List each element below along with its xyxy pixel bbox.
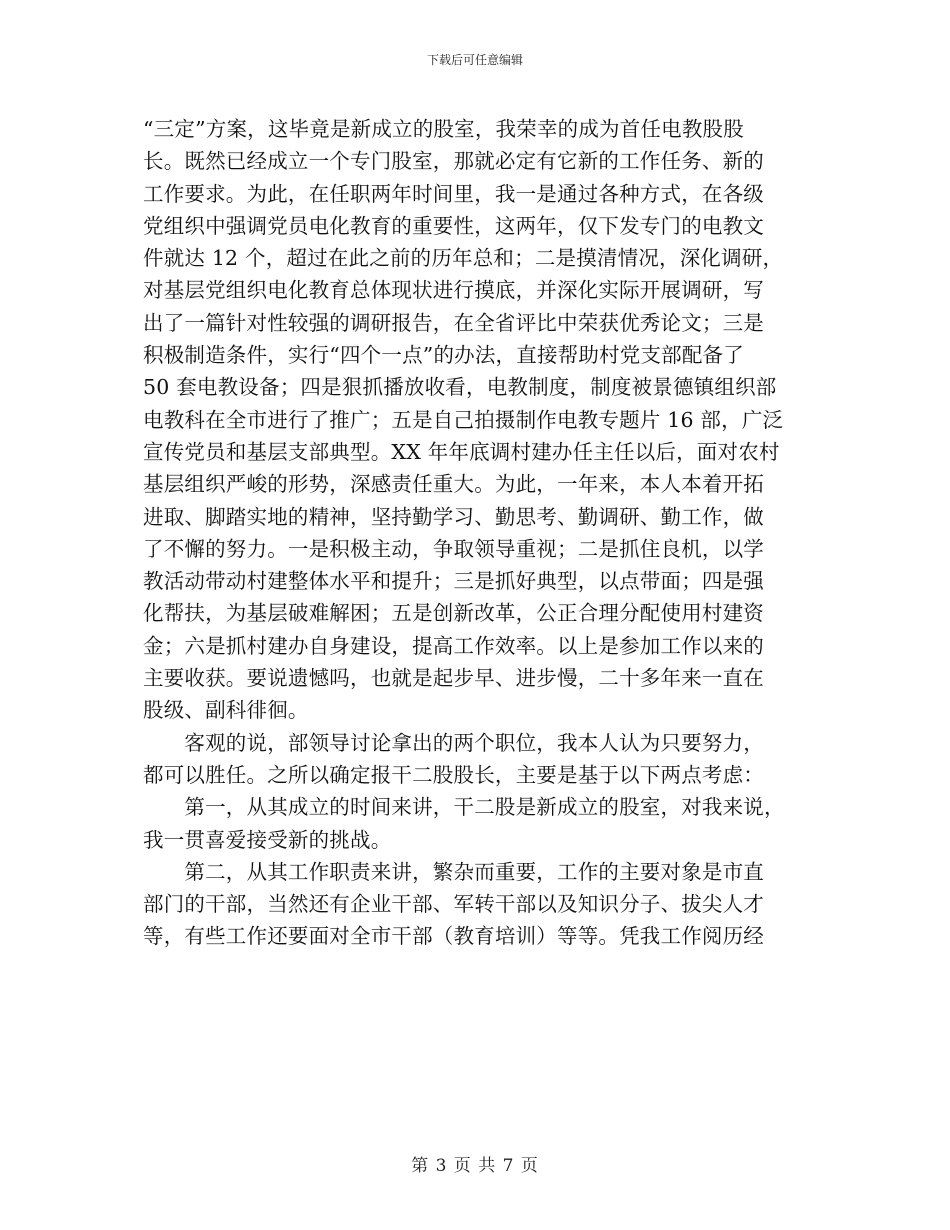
text-line: 长。既然已经成立一个专门股室，那就必定有它新的工作任务、新的 xyxy=(143,149,764,174)
text-line: 工作要求。为此，在任职两年时间里，我一是通过各种方式，在各级 xyxy=(143,181,764,206)
text-line: 宣传党员和基层支部典型。XX 年年底调村建办任主任以后，面对农村 xyxy=(143,439,780,464)
text-line: 积极制造条件，实行“四个一点”的办法，直接帮助村党支部配备了 xyxy=(143,343,744,368)
text-line: 都可以胜任。之所以确定报干二股股长，主要是基于以下两点考虑： xyxy=(143,762,764,787)
text-line: 主要收获。要说遗憾吗，也就是起步早、进步慢，二十多年来一直在 xyxy=(143,666,764,691)
text-line: 出了一篇针对性较强的调研报告，在全省评比中荣获优秀论文；三是 xyxy=(143,310,764,335)
text-line: 我一贯喜爱接受新的挑战。 xyxy=(143,827,392,852)
text-line: 部门的干部，当然还有企业干部、军转干部以及知识分子、拔尖人才 xyxy=(143,892,764,917)
text-line: 教活动带动村建整体水平和提升；三是抓好典型，以点带面；四是强 xyxy=(143,569,764,594)
text-line: 客观的说，部领导讨论拿出的两个职位，我本人认为只要努力， xyxy=(143,730,764,755)
text-line: 50 套电教设备；四是狠抓播放收看，电教制度，制度被景德镇组织部 xyxy=(143,375,777,400)
text-line: 电教科在全市进行了推广；五是自己拍摄制作电教专题片 16 部，广泛 xyxy=(143,407,784,432)
body-text xyxy=(143,113,803,953)
text-line: 股级、副科徘徊。 xyxy=(143,698,309,723)
page-header: 下载后可任意编辑 xyxy=(426,53,523,67)
text-line: 基层组织严峻的形势，深感责任重大。为此，一年来，本人本着开拓 xyxy=(143,472,764,497)
text-line: 党组织中强调党员电化教育的重要性，这两年，仅下发专门的电教文 xyxy=(143,213,764,238)
text-line: 了不懈的努力。一是积极主动，争取领导重视；二是抓住良机，以学 xyxy=(143,536,764,561)
text-line: 件就达 12 个，超过在此之前的历年总和；二是摸清情况，深化调研， xyxy=(143,246,784,271)
page-number: 第 3 页 共 7 页 xyxy=(411,1156,539,1176)
text-line: 第二，从其工作职责来讲，繁杂而重要，工作的主要对象是市直 xyxy=(143,859,764,884)
text-line: “三定”方案，这毕竟是新成立的股室，我荣幸的成为首任电教股股 xyxy=(143,117,744,141)
text-line: 化帮扶，为基层破难解困；五是创新改革，公正合理分配使用村建资 xyxy=(143,601,764,626)
text-line: 金；六是抓村建办自身建设，提高工作效率。以上是参加工作以来的 xyxy=(143,633,764,658)
text-line: 第一，从其成立的时间来讲，干二股是新成立的股室，对我来说， xyxy=(143,795,785,820)
text-line: 等，有些工作还要面对全市干部（教育培训）等等。凭我工作阅历经 xyxy=(143,924,764,949)
text-line: 进取、脚踏实地的精神，坚持勤学习、勤思考、勤调研、勤工作，做 xyxy=(143,504,764,529)
text-line: 对基层党组织电化教育总体现状进行摸底，并深化实际开展调研，写 xyxy=(143,278,764,303)
